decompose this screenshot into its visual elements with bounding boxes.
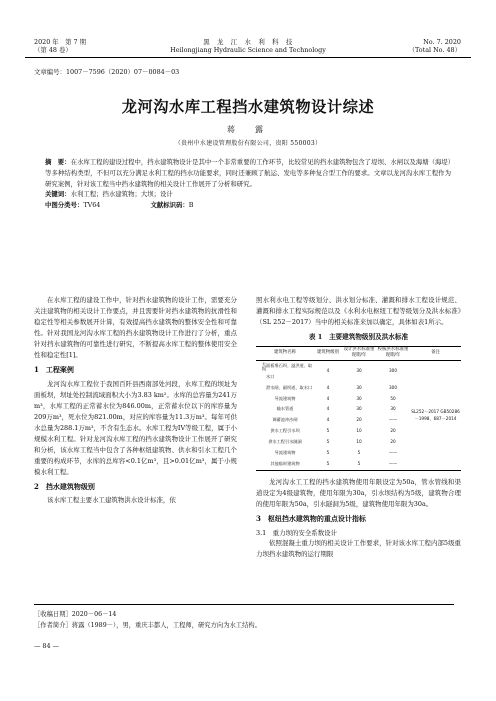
table-cell: 4 xyxy=(326,395,330,401)
section-2-heading: 2 挡水建筑物级别 xyxy=(34,481,95,491)
table-cell: 4 xyxy=(326,417,330,423)
footnote-rule xyxy=(34,604,454,605)
page-number: — 84 — xyxy=(34,642,59,650)
author-bio-line xyxy=(34,620,454,631)
left-column xyxy=(34,295,237,506)
journal-issue xyxy=(34,38,86,54)
table-cell: 10 xyxy=(356,439,362,445)
table-cell: 20 xyxy=(390,428,396,434)
keywords-line xyxy=(45,189,451,200)
author-bio-label: ［作者简介］ xyxy=(34,622,72,629)
table-cell: 面板堆石坝、溢洪道、取水口 大坝 xyxy=(256,360,314,382)
journal-issue-line1: 2020 年 第 7 期 xyxy=(34,38,86,46)
article-title: 龙河沟水库工程挡水建筑物设计综述 xyxy=(121,98,375,116)
table-cell: 输水管道 xyxy=(276,406,294,412)
table-row xyxy=(256,360,461,382)
article-id: 文章编号：1007－7596（2020）07－0084－03 xyxy=(34,68,180,76)
table-header-cell: 设计洪水标准重现期/年 xyxy=(343,346,375,359)
table-cell: —— xyxy=(388,460,398,466)
abstract-text: 在水库工程的建设过程中，挡水建筑物设计是其中一个非常重要的工作环节，比较常见的挡水建筑物包含了堤坝、水闸以及海塘（海堤）等多种结构类型，不但可以充分满足水利工程的挡水功能要求，同时还兼顾了航运、发电等多种复合型工作的要求。文章以龙河沟水库工程作为研究案例，针对该工程当中挡水建筑物的相关设计工作展开了分析和研究。 xyxy=(45,158,451,188)
table-cell: 300 xyxy=(389,368,397,374)
table-cell: 5 xyxy=(357,460,361,466)
keywords-label: 关键词： xyxy=(45,190,71,199)
doc-code-value: B xyxy=(188,201,194,210)
table-cell: 导流建筑物 xyxy=(274,395,296,401)
table-cell: 4 xyxy=(326,384,330,390)
table-cell: 30 xyxy=(356,384,362,390)
section-1-paragraph: 龙河沟水库工程位于我国百阡县西南部处河段，水库工程的坝址为面板坝，坝址处控制流域面积大小为3.83 km²。水库的总容量为241万m³，水库工程的正常蓄水位为846.00m，正常蓄水位以下的库容量为209万m³，死水位为821.00m，对应的库容量为11.3万m³。每年可供水总量为288.1万m³，不含有生态水。水库工程为IV等级工程，属于小规模水利工程。针对龙河沟水库工程的挡水建筑物设计工作展开了研究和分析，该水库工程当中包含了各种枢纽建筑物、供水和引水工程几个重要的构成环节，水库的总库容<0.1亿m³，且>0.01亿m³，属于小规模水利工程。 xyxy=(34,380,237,476)
abstract-block xyxy=(45,157,451,211)
abstract-paragraph xyxy=(45,157,451,189)
table-cell: 20 xyxy=(356,417,362,423)
clc-label: 中图分类号： xyxy=(45,201,84,210)
keywords-text: 水利工程；挡水建筑物；大坝；设计 xyxy=(70,190,173,199)
table-header-cell: 备注 xyxy=(431,349,440,355)
table-cell: 5 xyxy=(326,450,330,456)
intro-paragraph: 在水库工程的建设工作中，针对挡水建筑物的设计工作，需要充分关注建筑物的相关设计工作要点，并且需要针对挡水建筑物的抗滑性和稳定性等相关参数展开计算，有效提高挡水建筑物的整体安全性和可靠性。针对我国龙河沟水库工程的挡水建筑物设计工作进行了分析，重点针对挡水建筑物的可靠性进行研究，不断提高水库工程的整体使用安全性和稳定性[1]。 xyxy=(34,296,237,359)
received-date-line xyxy=(34,609,454,620)
doc-code-label: 文献标识码： xyxy=(150,201,189,210)
table-cell: 30 xyxy=(390,406,396,412)
table-cell: 5 xyxy=(326,428,330,434)
received-label: ［收稿日期］ xyxy=(34,611,72,618)
section-2-paragraph: 该水库工程主要水工建筑物洪水设计标准，依 xyxy=(47,496,176,505)
right-paragraph-1: 照水利水电工程等级划分、洪水划分标准、灌溉和排水工程设计规范、灌溉和排水工程实际规范以及《水利水电枢纽工程等级划分及洪水标准》（SL 252－2017）当中的相关标准来加以确定，具体如表1所示。 xyxy=(256,296,461,326)
table-cell: —— xyxy=(388,450,398,456)
table-cell: 20 xyxy=(390,439,396,445)
author-bio: 蒋露（1989－），男，重庆丰都人，工程师，研究方向为水工结构。 xyxy=(71,622,261,629)
table-cell: 30 xyxy=(356,406,362,412)
table-1 xyxy=(256,346,461,471)
journal-number xyxy=(409,38,461,54)
abstract-label: 摘 要： xyxy=(45,158,71,166)
table-cell: —— xyxy=(388,417,398,423)
table-cell: 30 xyxy=(356,368,362,374)
table-header-cell: 校核洪水标准重现期/年 xyxy=(377,346,409,359)
table-cell: 4 xyxy=(326,406,330,412)
classification-line xyxy=(45,200,451,211)
header-rule xyxy=(25,57,471,58)
table-header-cell: 建筑物级别 xyxy=(317,349,339,355)
table-cell: 4 xyxy=(326,368,330,374)
table-note-cell: SL252－2017 GB50286－1998、687－2014 xyxy=(411,409,460,422)
table-header-row xyxy=(256,346,461,360)
table-cell: 调蓄池冲沙闸 xyxy=(272,417,298,423)
table-header-cell: 建筑物名称 xyxy=(274,349,296,355)
journal-number-line1: No. 7. 2020 xyxy=(423,38,461,46)
section-1-heading: 1 工程案例 xyxy=(34,365,74,375)
section-3-heading: 3 枢纽挡水建筑物的重点设计指标 xyxy=(256,513,366,523)
author-name: 蒋 露 xyxy=(227,125,269,134)
table-cell: 5 xyxy=(326,460,330,466)
table-cell: 5 xyxy=(326,439,330,445)
journal-volume-line: （第 48 卷） xyxy=(34,46,72,54)
journal-name-english: Heilongjiang Hydraulic Science and Technology xyxy=(170,46,326,54)
footnote xyxy=(34,609,454,631)
table-cell: 供水工程引水隧洞 xyxy=(268,439,302,445)
table-cell: 300 xyxy=(389,384,397,390)
right-column xyxy=(256,295,461,560)
table-cell: 50 xyxy=(390,395,396,401)
journal-name xyxy=(150,38,346,54)
table-cell: 泄水闸、副坝道、取水口 xyxy=(266,384,313,390)
journal-total-line: （Total No. 48） xyxy=(408,46,461,54)
section-3-1-heading: 3.1 重力坝的安全系数设计 xyxy=(256,528,338,537)
table-cell: 10 xyxy=(356,428,362,434)
table-1-caption: 表 1 主要建筑物级别及洪水标准 xyxy=(308,332,409,341)
clc-value: TV64 xyxy=(83,201,101,210)
table-group-label: 大坝 xyxy=(260,361,266,371)
table-cell: 其他临时建筑物 xyxy=(270,460,300,466)
author-affiliation: （贵州中水建设管理股份有限公司，贵阳 550003） xyxy=(174,140,322,147)
section-3-1-paragraph: 依照混凝土重力坝的相关设计工作要求，针对该水库工程内部5级重力坝挡水建筑物的运行期限 xyxy=(256,539,461,559)
received-date: 2020－06－14 xyxy=(71,611,117,618)
table-cell: 30 xyxy=(356,395,362,401)
table-cell: 导流建筑物 xyxy=(274,450,296,456)
table-cell: 5 xyxy=(357,450,361,456)
table-cell: 供水工程引水坝 xyxy=(270,428,300,434)
right-paragraph-2: 龙河沟水工工程的挡水建筑物使用年限设定为50a，管水管线和渠道设定为4级建筑物，使用年限为30a，引水坝结构为5级，建筑物合理的使用年限为50a，引水隧洞为5级，建筑物使用年限为30a。 xyxy=(256,477,461,508)
journal-name-chinese: 黑 龙 江 水 利 科 技 xyxy=(203,38,293,46)
